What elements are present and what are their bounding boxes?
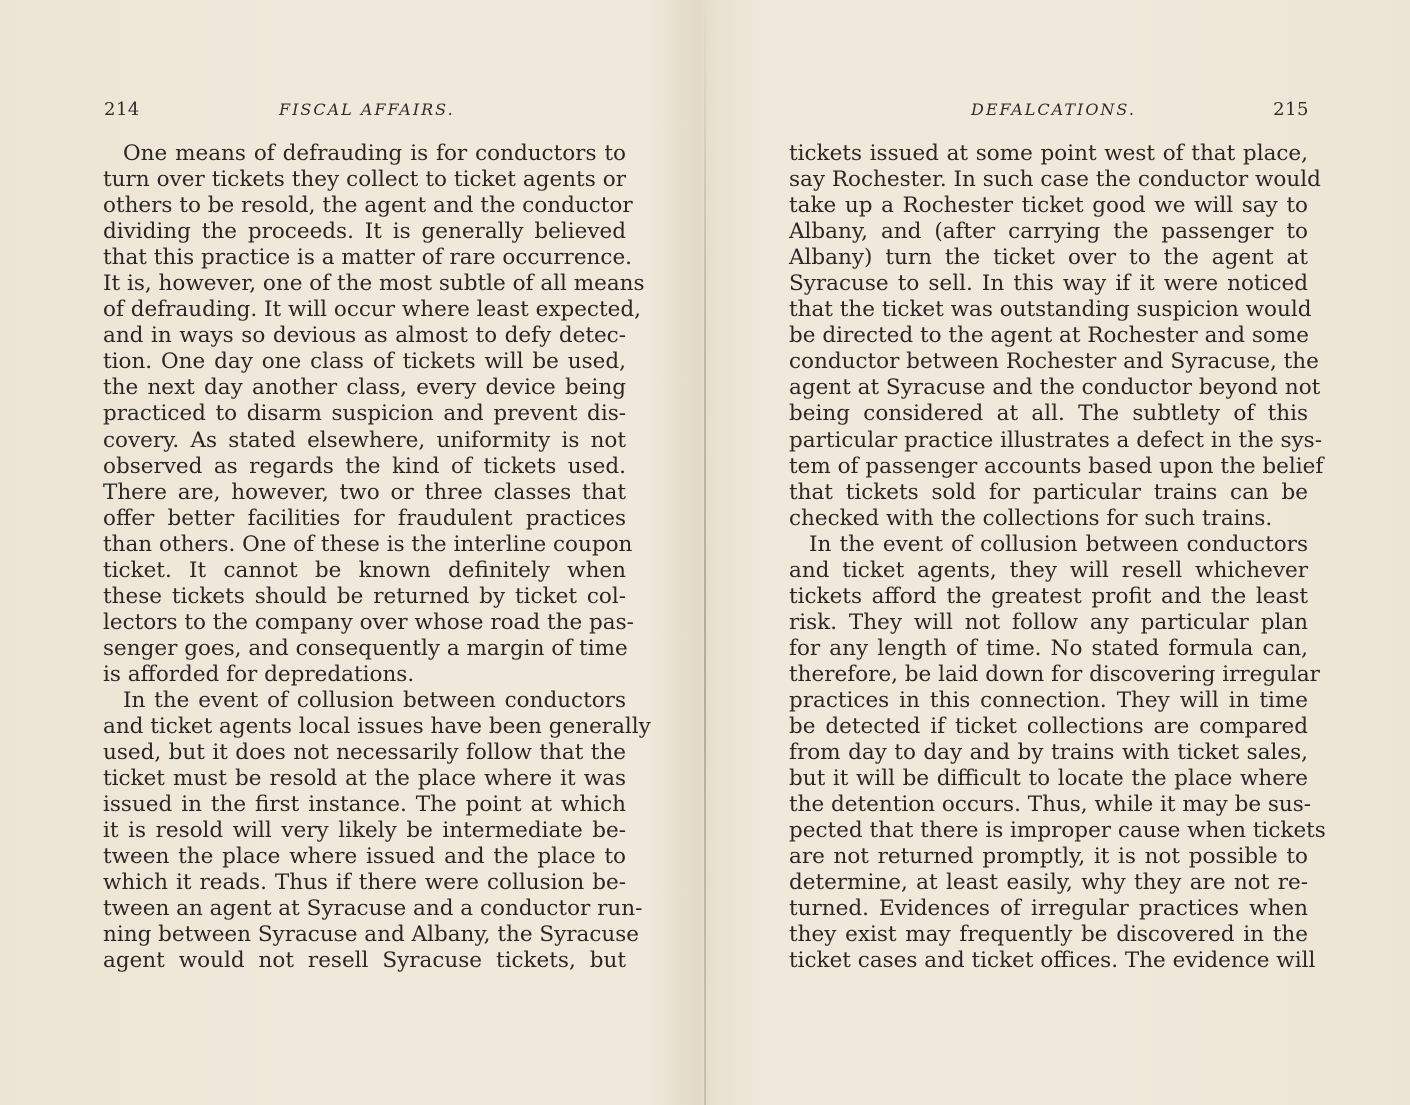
text-line: being considered at all. The subtlety of this	[789, 401, 1308, 427]
text-line: checked with the collections for such trains.	[789, 505, 1273, 531]
text-line: ticket must be resold at the place where it was	[103, 766, 626, 792]
text-line: these tickets should be returned by ticket col-	[103, 583, 626, 609]
right-page-text	[789, 141, 1326, 975]
text-line: ticket cases and ticket offices. The evidence will	[789, 948, 1316, 974]
text-line: is afforded for depredations.	[103, 661, 415, 687]
text-line: the detention occurs. Thus, while it may be sus-	[789, 792, 1312, 818]
right-page-header	[783, 97, 1311, 123]
text-line: and ticket agents, they will resell whichever	[789, 557, 1308, 583]
text-line: be directed to the agent at Rochester and some	[789, 323, 1309, 349]
text-line: and ticket agents local issues have been generally	[103, 714, 651, 740]
right-page-number: 215	[1273, 99, 1309, 120]
text-line: which it reads. Thus if there were collusion be-	[103, 870, 626, 896]
right-running-head: DEFALCATIONS.	[971, 100, 1136, 119]
text-line: tion. One day one class of tickets will be used,	[103, 349, 626, 375]
text-line: and in ways so devious as almost to defy detec-	[103, 323, 626, 349]
text-line: particular practice illustrates a defect in the sys-	[789, 427, 1322, 453]
text-line: In the event of collusion between conductors	[123, 687, 626, 713]
text-line: say Rochester. In such case the conductor would	[789, 167, 1321, 193]
text-line: dividing the proceeds. It is generally believed	[103, 219, 626, 245]
text-line: used, but it does not necessarily follow that the	[103, 740, 626, 766]
left-page-number: 214	[104, 99, 140, 120]
text-line: take up a Rochester ticket good we will say to	[789, 193, 1308, 219]
text-line: tween an agent at Syracuse and a conductor run-	[103, 896, 643, 922]
text-line: lectors to the company over whose road the pas-	[103, 609, 634, 635]
text-line: ticket. It cannot be known definitely when	[103, 557, 626, 583]
text-line: conductor between Rochester and Syracuse, the	[789, 349, 1319, 375]
text-line: tween the place where issued and the place to	[103, 844, 626, 870]
text-line: than others. One of these is the interline coupon	[103, 531, 633, 557]
text-line: offer better facilities for fraudulent practices	[103, 505, 626, 531]
text-line: In the event of collusion between conductors	[809, 531, 1308, 557]
text-line: they exist may frequently be discovered in the	[789, 922, 1308, 948]
left-page-header	[104, 97, 634, 123]
text-line: observed as regards the kind of tickets used.	[103, 453, 626, 479]
text-line: tem of passenger accounts based upon the belief	[789, 453, 1324, 479]
text-line: it is resold will very likely be intermediate be-	[103, 818, 626, 844]
text-line: turn over tickets they collect to ticket agents or	[103, 167, 626, 193]
text-line: determine, at least easily, why they are not re-	[789, 870, 1308, 896]
text-line: therefore, be laid down for discovering irregular	[789, 661, 1320, 687]
text-line: ning between Syracuse and Albany, the Syracuse	[103, 922, 639, 948]
text-line: tickets issued at some point west of that place,	[789, 141, 1308, 166]
text-line: of defrauding. It will occur where least expected,	[103, 297, 641, 323]
text-line: There are, however, two or three classes that	[103, 479, 626, 505]
text-line: from day to day and by trains with ticket sales,	[789, 740, 1308, 766]
text-line: senger goes, and consequently a margin of time	[103, 635, 628, 661]
text-line: agent at Syracuse and the conductor beyond not	[789, 375, 1321, 401]
text-line: that tickets sold for particular trains can be	[789, 479, 1308, 505]
left-running-head: FISCAL AFFAIRS.	[279, 100, 455, 119]
text-line: agent would not resell Syracuse tickets, but	[103, 948, 626, 974]
text-line: others to be resold, the agent and the conductor	[103, 193, 633, 219]
text-line: issued in the first instance. The point at which	[103, 792, 626, 818]
text-line: for any length of time. No stated formula can,	[789, 635, 1308, 661]
text-line: turned. Evidences of irregular practices when	[789, 896, 1308, 922]
text-line: practiced to disarm suspicion and prevent dis-	[103, 401, 626, 427]
text-line: that this practice is a matter of rare occurrence.	[103, 245, 633, 271]
text-line: covery. As stated elsewhere, uniformity is not	[103, 427, 626, 453]
text-line: pected that there is improper cause when tickets	[789, 818, 1326, 844]
text-line: Albany) turn the ticket over to the agent at	[789, 245, 1308, 271]
left-page-text	[103, 141, 651, 975]
text-line: the next day another class, every device being	[103, 375, 626, 401]
text-line: It is, however, one of the most subtle of all means	[103, 271, 645, 297]
text-line: that the ticket was outstanding suspicion would	[789, 297, 1312, 323]
text-line: One means of defrauding is for conductors to	[123, 141, 626, 166]
right-page	[705, 0, 1410, 1105]
text-line: Syracuse to sell. In this way if it were noticed	[789, 271, 1308, 297]
text-line: tickets afford the greatest profit and the least	[789, 583, 1308, 609]
text-line: practices in this connection. They will in time	[789, 687, 1308, 713]
text-line: Albany, and (after carrying the passenger to	[789, 219, 1308, 245]
text-line: risk. They will not follow any particular plan	[789, 609, 1308, 635]
text-line: be detected if ticket collections are compared	[789, 714, 1308, 740]
text-line: but it will be difficult to locate the place where	[789, 766, 1308, 792]
text-line: are not returned promptly, it is not possible to	[789, 844, 1308, 870]
